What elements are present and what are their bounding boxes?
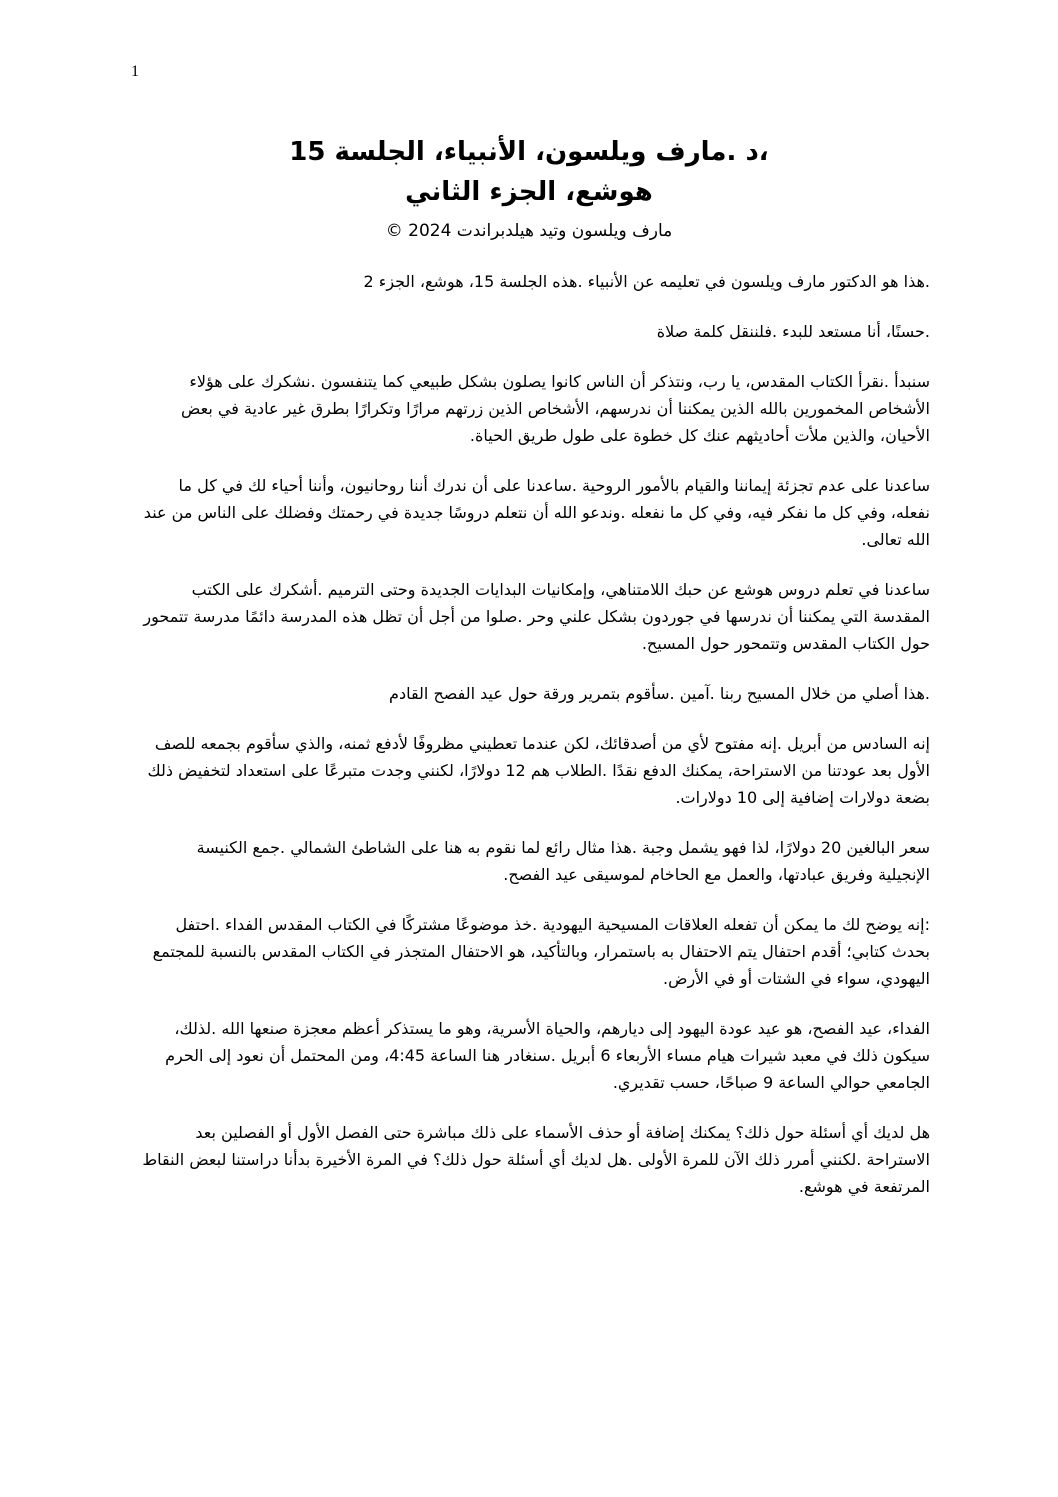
paragraph-8: سعر البالغين 20 دولارًا، لذا فهو يشمل وجبة .هذا مثال رائع لما نقوم به هنا على الشاطئ الشمالي .جمع الكنيسة الإنجيلية وفريق عبادتها، والعمل مع الحاخام لموسيقى عيد الفصح. xyxy=(196,838,930,884)
paragraph-5: ساعدنا في تعلم دروس هوشع عن حبك اللامتناهي، وإمكانيات البدايات الجديدة وحتى الترميم .أشكرك على الكتب المقدسة التي يمكننا أن ندرسها في جوردون بشكل علني وحر .صلوا من أجل أن تظل هذه المدرسة دائمًا مدرسة تتمحور حول الكتاب المقدس وتتمحور حول المسيح. xyxy=(143,580,930,653)
paragraph-4: ساعدنا على عدم تجزئة إيماننا والقيام بالأمور الروحية .ساعدنا على أن ندرك أننا روحانيون، وأننا أحياء لك في كل ما نفعله، وفي كل ما نفكر فيه، وفي كل ما نفعله .وندعو الله أن نتعلم دروسًا جديدة في رحمتك وفضلك على الناس من عند الله تعالى. xyxy=(143,476,930,549)
paragraph-11: هل لديك أي أسئلة حول ذلك؟ يمكنك إضافة أو حذف الأسماء على ذلك مباشرة حتى الفصل الأول أو الفصلين بعد الاستراحة .لكنني أمرر ذلك الآن للمرة الأولى .هل لديك أي أسئلة حول ذلك؟ في المرة الأخيرة بدأنا دراستنا لبعض النقاط المرتفعة في هوشع. xyxy=(142,1123,930,1196)
paragraph-9: :إنه يوضح لك ما يمكن أن تفعله العلاقات المسيحية اليهودية .خذ موضوعًا مشتركًا في الكتاب المقدس الفداء .احتفل بحدث كتابي؛ أقدم احتفال يتم الاحتفال به باستمرار، وبالتأكيد، هو الاحتفال المتجذر في الكتاب المقدس بالنسبة للمجتمع اليهودي، سواء في الشتات أو في الأرض. xyxy=(152,915,930,988)
paragraph-1: .هذا هو الدكتور مارف ويلسون في تعليمه عن الأنبياء .هذه الجلسة 15، هوشع، الجزء 2 xyxy=(363,272,930,291)
copyright-line: مارف ويلسون وتيد هيلدبراندت 2024 © xyxy=(385,221,673,241)
paragraph-2: .حسنًا، أنا مستعد للبدء .فلننقل كلمة صلاة xyxy=(656,322,930,341)
page-number: 1 xyxy=(131,63,139,80)
paragraph-3: سنبدأ .نقرأ الكتاب المقدس، يا رب، ونتذكر أن الناس كانوا يصلون بشكل طبيعي كما يتنفسون .نشكرك على هؤلاء الأشخاص المخمورين بالله الذين يمكننا أن ندرسهم، الأشخاص الذين زرتهم مرارًا وتكرارًا بطرق غير عادية في بعض الأحيان، والذين ملأت أحاديثهم عنك كل خطوة على طول طريق الحياة. xyxy=(181,372,930,445)
paragraph-7: إنه السادس من أبريل .إنه مفتوح لأي من أصدقائك، لكن عندما تعطيني مظروفًا لأدفع ثمنه، والذي سأقوم بجمعه للصف الأول بعد عودتنا من الاستراحة، يمكنك الدفع نقدًا .الطلاب هم 12 دولارًا، لكنني وجدت متبرعًا على استعداد لتخفيض ذلك بضعة دولارات إضافية إلى 10 دولارات. xyxy=(147,734,930,807)
paragraph-10: الفداء، عيد الفصح، هو عيد عودة اليهود إلى ديارهم، والحياة الأسرية، وهو ما يستذكر أعظم معجزة صنعها الله .لذلك، سيكون ذلك في معبد شيرات هيام مساء الأربعاء 6 أبريل .سنغادر هنا الساعة 4:45، ومن المحتمل أن نعود إلى الحرم الجامعي حوالي الساعة 9 صباحًا، حسب تقديري. xyxy=(165,1019,930,1092)
title-block xyxy=(140,132,918,244)
paragraph-6: .هذا أصلي من خلال المسيح ربنا .آمين .سأقوم بتمرير ورقة حول عيد الفصح القادم xyxy=(389,684,930,703)
document-title-line-2: هوشع، الجزء الثاني xyxy=(405,177,653,207)
document-body xyxy=(140,268,930,1223)
document-title-line-1: ،د .مارف ويلسون، الأنبياء، الجلسة 15 xyxy=(289,137,769,167)
